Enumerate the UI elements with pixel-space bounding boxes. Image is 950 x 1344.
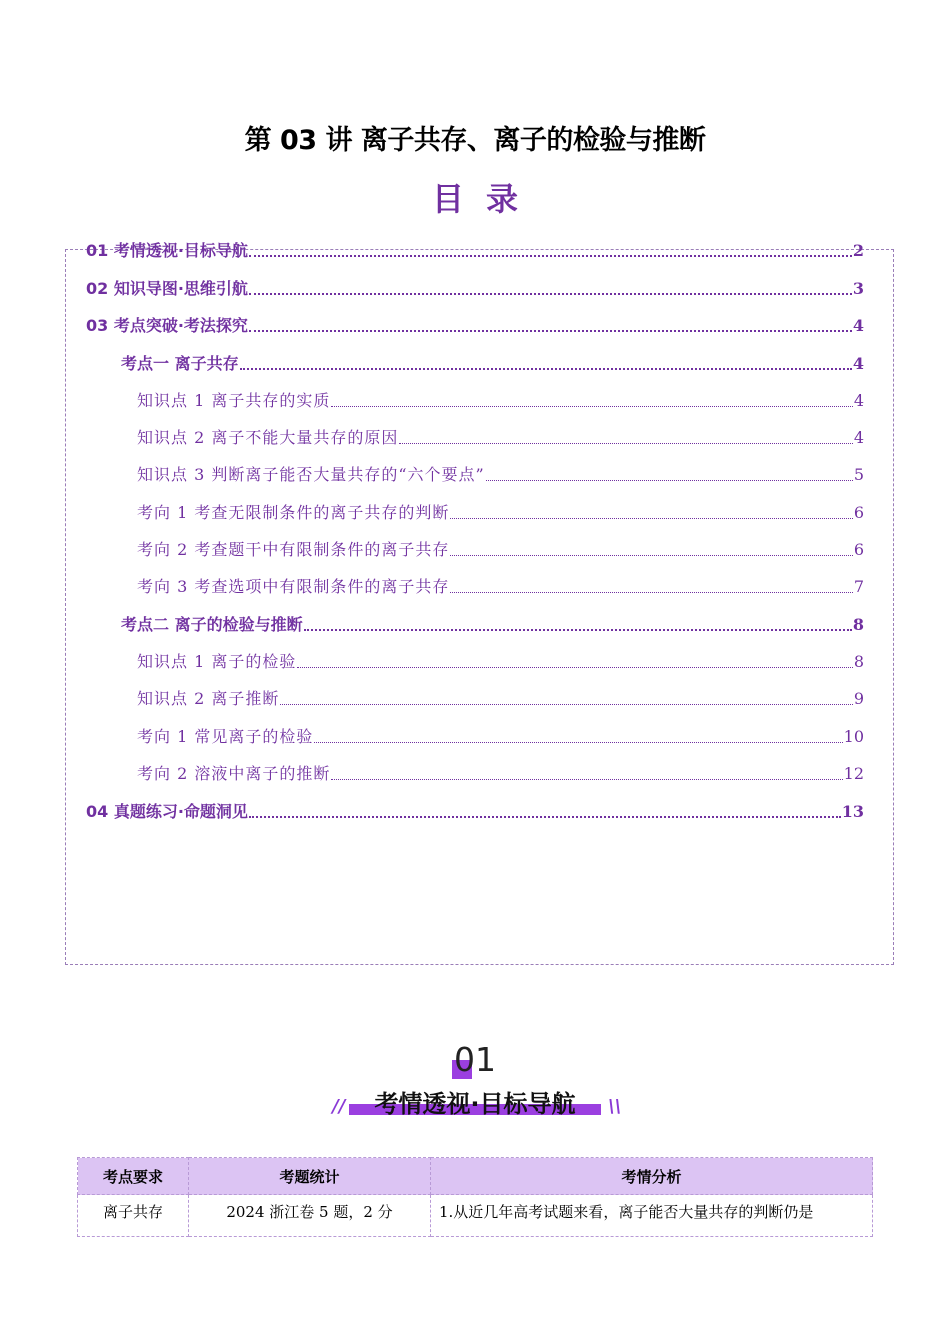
toc-leader-dots <box>297 667 852 668</box>
toc-entry-page: 2 <box>852 241 864 260</box>
exam-analysis-table <box>77 1157 873 1237</box>
table-row <box>78 1195 873 1237</box>
toc-entry-label: 知识点 2 离子推断 <box>137 689 280 708</box>
toc-leader-dots <box>249 330 852 332</box>
toc-entry-page: 12 <box>843 764 864 783</box>
toc-entry[interactable] <box>137 537 864 560</box>
toc-entry[interactable] <box>137 425 864 448</box>
toc-entry-page: 6 <box>853 503 864 522</box>
toc-entry[interactable] <box>137 761 864 784</box>
toc-leader-dots <box>240 368 852 370</box>
toc-leader-dots <box>331 406 852 407</box>
toc-entry[interactable] <box>137 724 864 747</box>
table-cell: 2024 浙江卷 5 题，2 分 <box>189 1195 431 1237</box>
toc-entry-page: 13 <box>841 802 864 821</box>
toc-entry[interactable] <box>137 388 864 411</box>
toc-entry-label: 考点一 离子共存 <box>121 354 239 373</box>
toc-entry-label: 考点二 离子的检验与推断 <box>121 615 303 634</box>
toc-leader-dots <box>450 555 852 556</box>
toc-entry-label: 考向 3 考查选项中有限制条件的离子共存 <box>137 577 450 596</box>
toc-entry-page: 7 <box>853 577 864 596</box>
toc-leader-dots <box>399 443 852 444</box>
toc-entry-label: 知识点 1 离子共存的实质 <box>137 391 331 410</box>
table-header-row <box>78 1158 873 1195</box>
toc-entry[interactable] <box>137 462 864 485</box>
column-header: 考题统计 <box>189 1158 431 1195</box>
toc-leader-dots <box>249 293 852 295</box>
section-title: 考情透视·目标导航 <box>374 1090 576 1118</box>
toc-entry-page: 6 <box>853 540 864 559</box>
toc-entry[interactable] <box>121 612 864 635</box>
toc-entry[interactable] <box>86 313 864 336</box>
toc-leader-dots <box>331 779 842 780</box>
toc-entry-page: 4 <box>853 428 864 447</box>
toc-entry-page: 4 <box>852 316 864 335</box>
toc-leader-dots <box>304 629 852 631</box>
toc-leader-dots <box>450 518 852 519</box>
toc-entry-page: 4 <box>853 391 864 410</box>
toc-entry[interactable] <box>86 799 864 822</box>
toc-entry-label: 知识点 3 判断离子能否大量共存的“六个要点” <box>137 465 485 484</box>
toc-entry[interactable] <box>121 351 864 374</box>
column-header: 考情分析 <box>431 1158 873 1195</box>
toc-entry-label: 考向 1 考查无限制条件的离子共存的判断 <box>137 503 450 522</box>
toc-entry-page: 3 <box>852 279 864 298</box>
table-cell: 1.从近几年高考试题来看，离子能否大量共存的判断仍是 <box>431 1195 873 1237</box>
toc-entry-label: 考向 2 考查题干中有限制条件的离子共存 <box>137 540 450 559</box>
toc-entry-label: 知识点 2 离子不能大量共存的原因 <box>137 428 399 447</box>
section-number: 01 <box>454 1040 496 1079</box>
toc-leader-dots <box>249 816 841 818</box>
toc-entry-label: 考向 2 溶液中离子的推断 <box>137 764 331 783</box>
toc-leader-dots <box>486 480 853 481</box>
toc-entry[interactable] <box>86 276 864 299</box>
toc-entry-page: 4 <box>852 354 864 373</box>
toc-entry-page: 5 <box>853 465 864 484</box>
toc-entry-page: 8 <box>853 652 864 671</box>
toc-entry-label: 03 考点突破·考法探究 <box>86 316 248 335</box>
table-cell: 离子共存 <box>78 1195 189 1237</box>
toc-entry-label: 考向 1 常见离子的检验 <box>137 727 314 746</box>
toc-entry[interactable] <box>137 686 864 709</box>
section-slash-left: // <box>332 1096 346 1117</box>
toc-entry-label: 02 知识导图·思维引航 <box>86 279 248 298</box>
toc-entry-page: 9 <box>853 689 864 708</box>
toc-leader-dots <box>314 742 842 743</box>
column-header: 考点要求 <box>78 1158 189 1195</box>
toc-entry-label: 04 真题练习·命题洞见 <box>86 802 248 821</box>
toc-entry[interactable] <box>137 649 864 672</box>
document-title: 第 03 讲 离子共存、离子的检验与推断 <box>244 125 706 156</box>
toc-entry-label: 知识点 1 离子的检验 <box>137 652 297 671</box>
section-slash-right: \\ <box>608 1096 622 1117</box>
toc-entry-page: 10 <box>843 727 864 746</box>
toc-entry-page: 8 <box>852 615 864 634</box>
toc-heading: 目录 <box>431 180 540 218</box>
toc-entry[interactable] <box>137 500 864 523</box>
toc-entry[interactable] <box>137 574 864 597</box>
toc-leader-dots <box>280 704 852 705</box>
toc-leader-dots <box>450 592 852 593</box>
toc-leader-dots <box>249 255 852 257</box>
toc-entry-label: 01 考情透视·目标导航 <box>86 241 248 260</box>
toc-entry[interactable] <box>86 238 864 261</box>
